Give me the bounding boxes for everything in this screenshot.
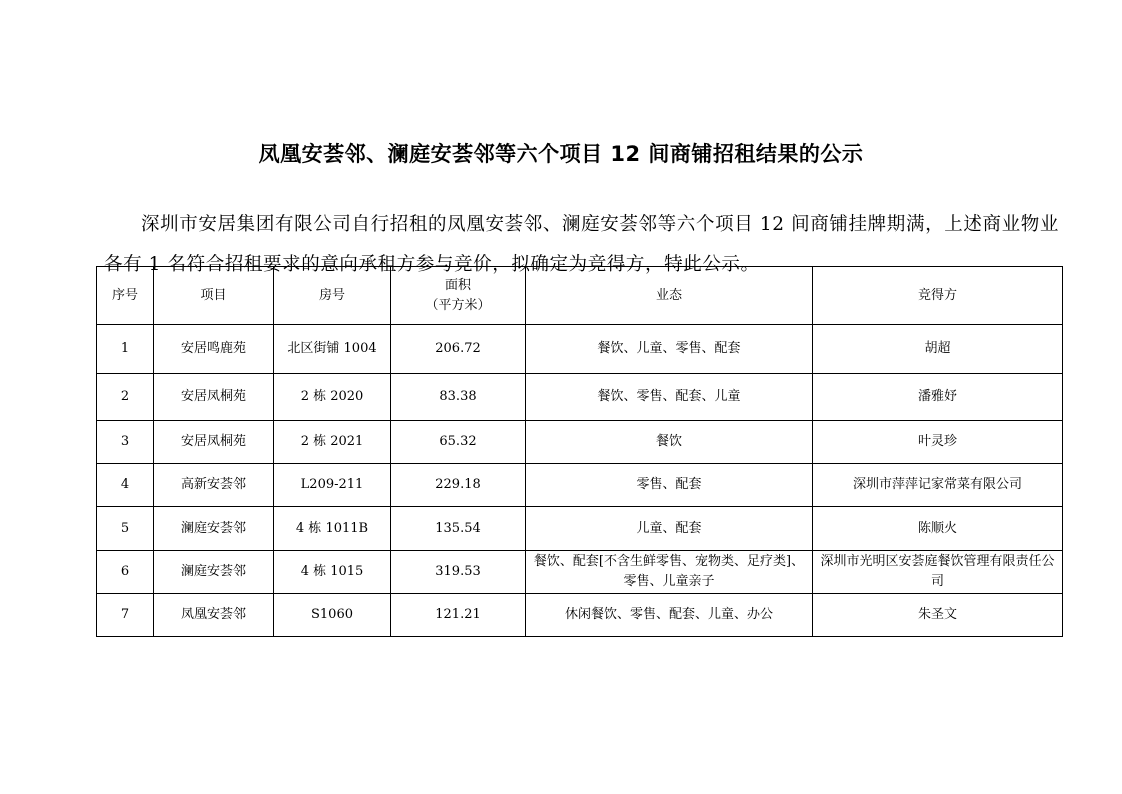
cell-project: 高新安荟邻 — [154, 464, 274, 507]
table-row — [97, 325, 1063, 374]
cell-business: 餐饮、配套[不含生鲜零售、宠物类、足疗类]、零售、儿童亲子 — [526, 551, 813, 594]
header-winner: 竞得方 — [813, 267, 1063, 325]
cell-no: 5 — [97, 507, 154, 551]
cell-project: 安居鸣鹿苑 — [154, 325, 274, 374]
results-table — [96, 266, 1063, 637]
cell-business: 零售、配套 — [526, 464, 813, 507]
cell-room: 2 栋 2021 — [274, 421, 391, 464]
cell-business: 餐饮、零售、配套、儿童 — [526, 374, 813, 421]
cell-area: 121.21 — [391, 594, 526, 637]
cell-winner: 深圳市萍萍记家常菜有限公司 — [813, 464, 1063, 507]
cell-room: S1060 — [274, 594, 391, 637]
header-area — [391, 267, 526, 325]
header-area-unit: （平方米） — [425, 297, 491, 313]
table-row — [97, 464, 1063, 507]
cell-winner: 叶灵珍 — [813, 421, 1063, 464]
cell-area: 65.32 — [391, 421, 526, 464]
cell-no: 2 — [97, 374, 154, 421]
cell-winner: 朱圣文 — [813, 594, 1063, 637]
cell-project: 安居凤桐苑 — [154, 421, 274, 464]
cell-no: 1 — [97, 325, 154, 374]
cell-room: L209-211 — [274, 464, 391, 507]
cell-winner: 深圳市光明区安荟庭餐饮管理有限责任公司 — [813, 551, 1063, 594]
cell-project: 澜庭安荟邻 — [154, 507, 274, 551]
table-row — [97, 374, 1063, 421]
cell-no: 7 — [97, 594, 154, 637]
document-title: 凤凰安荟邻、澜庭安荟邻等六个项目 12 间商铺招租结果的公示 — [258, 142, 864, 166]
cell-no: 6 — [97, 551, 154, 594]
cell-business: 餐饮、儿童、零售、配套 — [526, 325, 813, 374]
cell-project: 澜庭安荟邻 — [154, 551, 274, 594]
header-area-label: 面积 — [444, 277, 471, 293]
cell-area: 135.54 — [391, 507, 526, 551]
header-room: 房号 — [274, 267, 391, 325]
cell-area: 319.53 — [391, 551, 526, 594]
header-project: 项目 — [154, 267, 274, 325]
cell-project: 凤凰安荟邻 — [154, 594, 274, 637]
cell-business: 休闲餐饮、零售、配套、儿童、办公 — [526, 594, 813, 637]
cell-area: 206.72 — [391, 325, 526, 374]
table-header-row — [97, 267, 1063, 325]
cell-room: 2 栋 2020 — [274, 374, 391, 421]
cell-business: 儿童、配套 — [526, 507, 813, 551]
table-row — [97, 551, 1063, 594]
announcement-paragraph: 深圳市安居集团有限公司自行招租的凤凰安荟邻、澜庭安荟邻等六个项目 12 间商铺挂牌期满，上述商业物业各有 1 名符合招租要求的意向承租方参与竞价，拟确定为竞得方，特此公示。 — [104, 213, 1059, 275]
cell-room: 4 栋 1011B — [274, 507, 391, 551]
cell-room: 北区街铺 1004 — [274, 325, 391, 374]
header-no: 序号 — [97, 267, 154, 325]
cell-no: 4 — [97, 464, 154, 507]
cell-no: 3 — [97, 421, 154, 464]
header-business: 业态 — [526, 267, 813, 325]
table-row — [97, 507, 1063, 551]
cell-project: 安居凤桐苑 — [154, 374, 274, 421]
cell-area: 229.18 — [391, 464, 526, 507]
cell-area: 83.38 — [391, 374, 526, 421]
cell-winner: 潘雅妤 — [813, 374, 1063, 421]
cell-business: 餐饮 — [526, 421, 813, 464]
cell-winner: 陈顺火 — [813, 507, 1063, 551]
cell-room: 4 栋 1015 — [274, 551, 391, 594]
table-row — [97, 421, 1063, 464]
table-row — [97, 594, 1063, 637]
cell-winner: 胡超 — [813, 325, 1063, 374]
